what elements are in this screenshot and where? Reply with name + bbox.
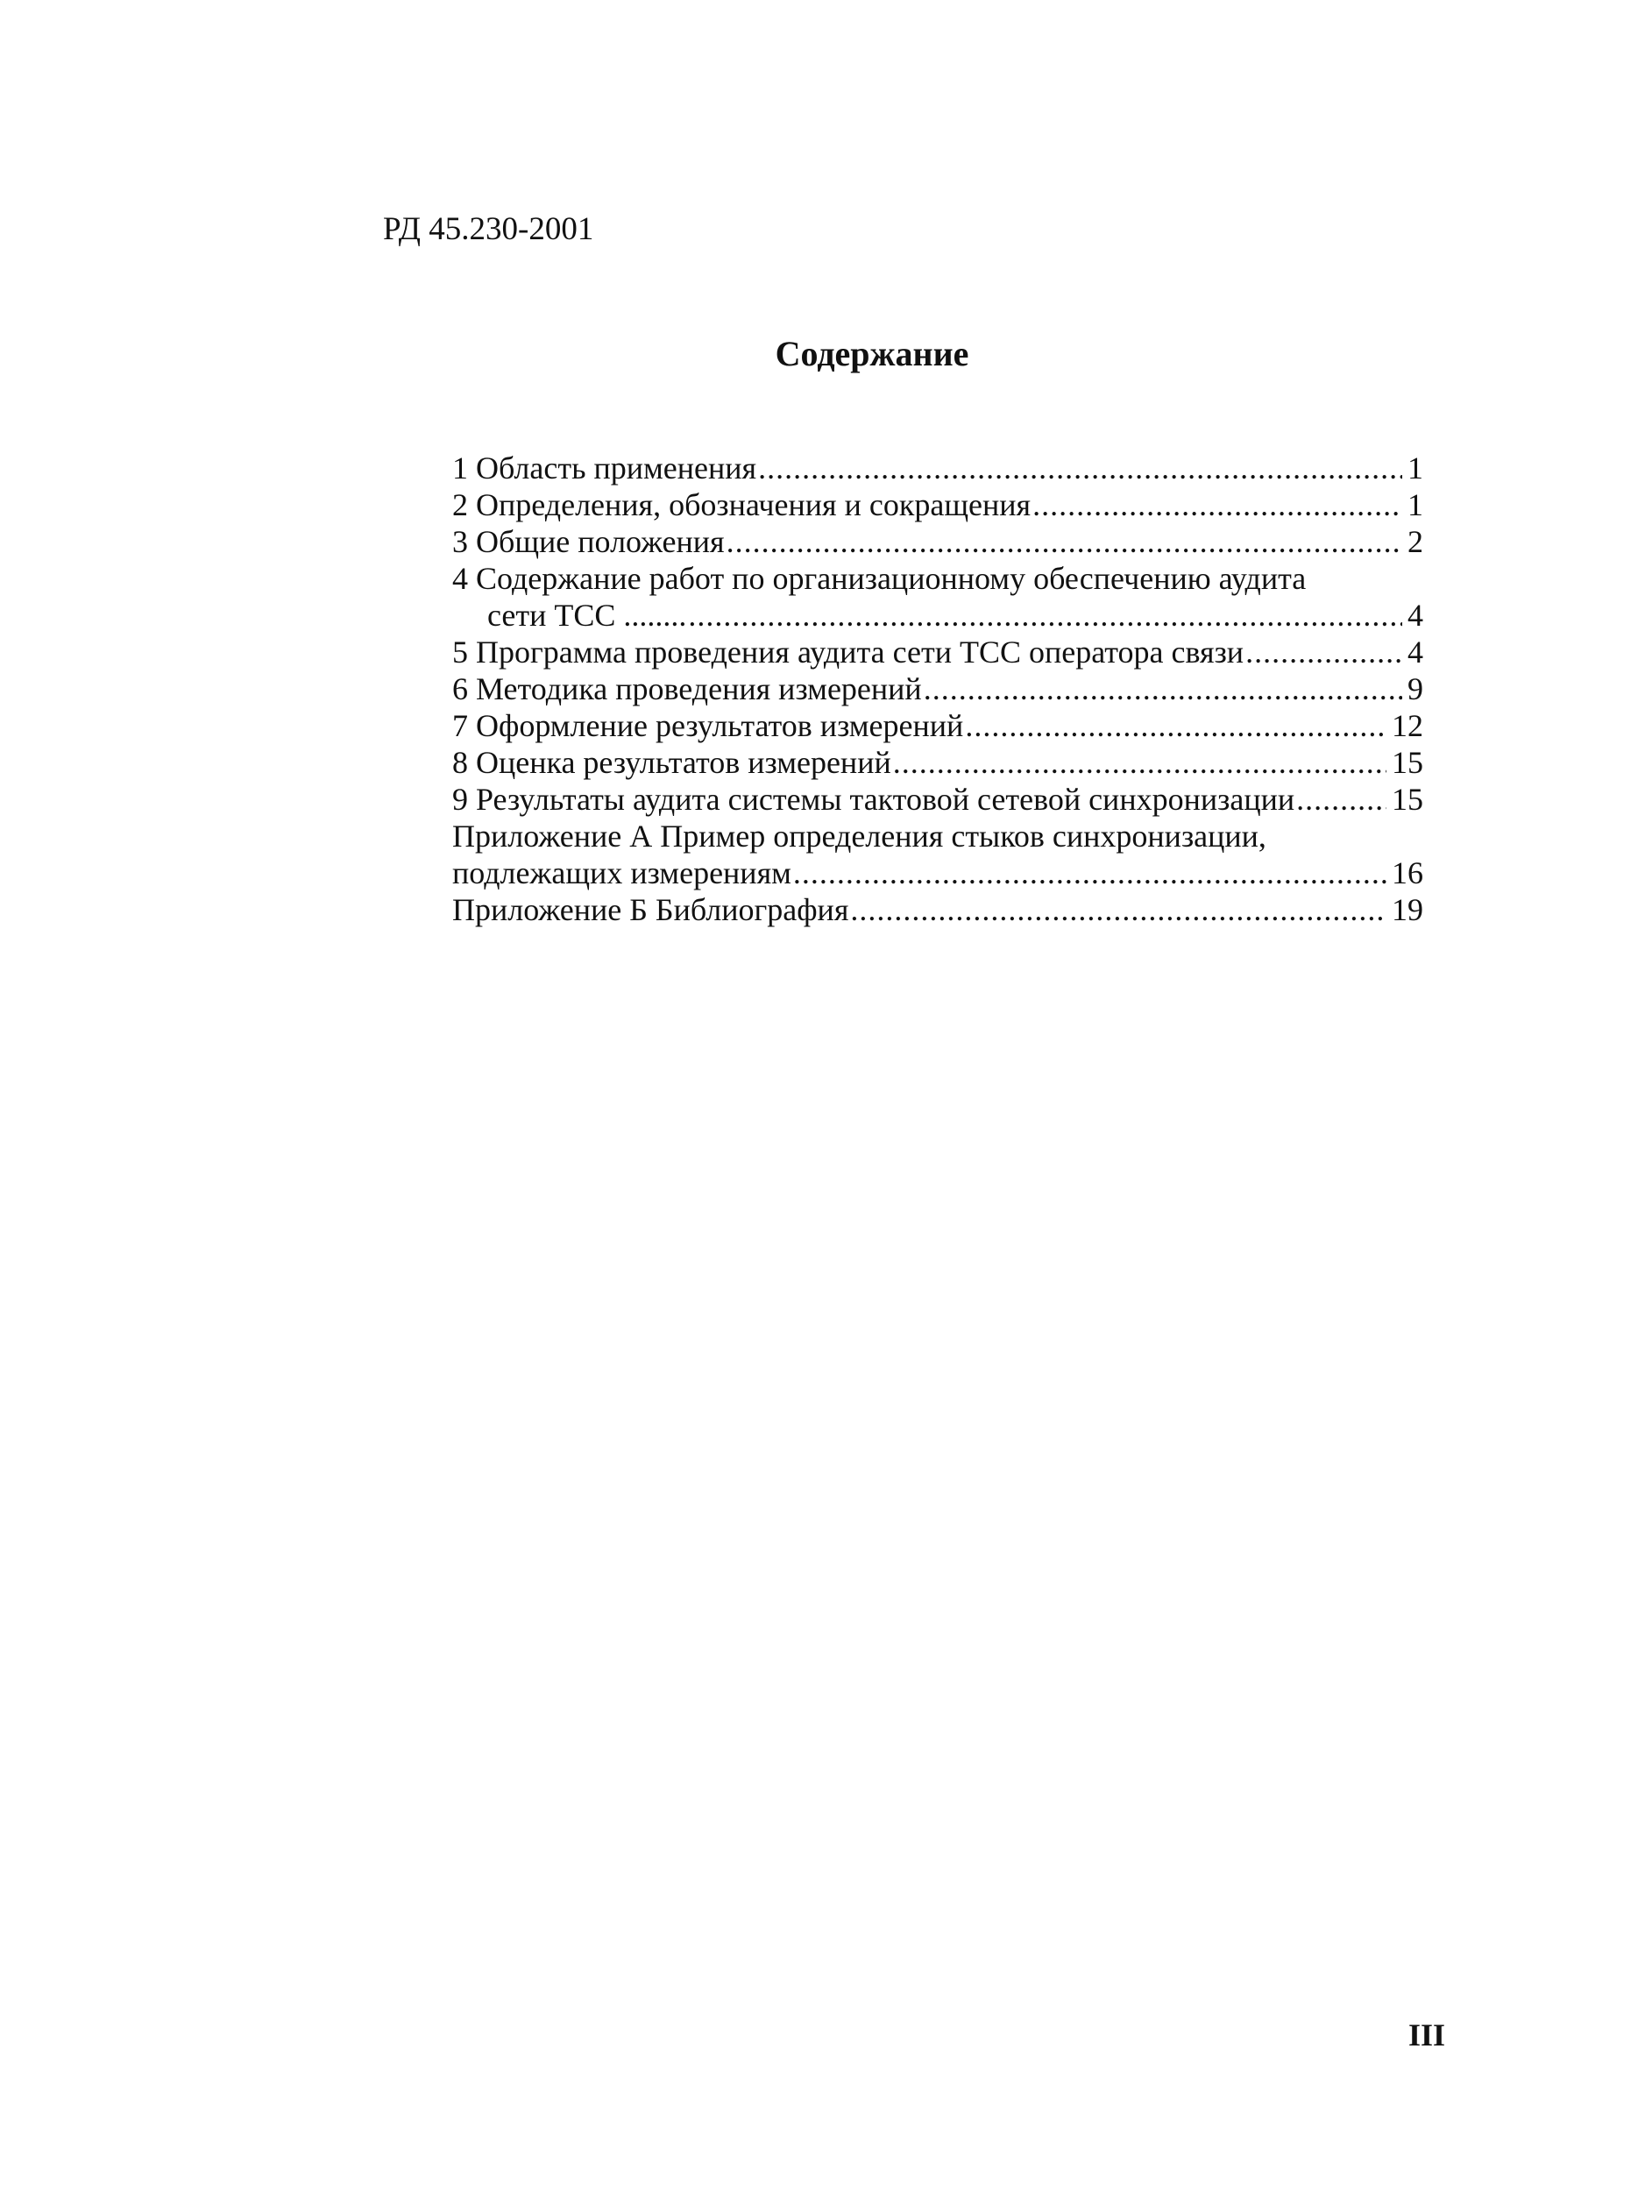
toc-entry-title-continuation: подлежащих измерениям bbox=[452, 855, 791, 890]
toc-entry-title-continuation: сети ТСС ........ bbox=[487, 598, 687, 633]
toc-dot-leader bbox=[758, 450, 1402, 486]
toc-entry-title: 7 Оформление результатов измерений bbox=[452, 708, 964, 743]
toc-entry-page: 19 bbox=[1392, 892, 1423, 927]
toc-entry bbox=[452, 670, 1423, 707]
toc-entry-page: 16 bbox=[1392, 855, 1423, 890]
toc-entry-page: 4 bbox=[1407, 635, 1423, 670]
toc-dot-leader bbox=[850, 891, 1386, 928]
toc-entry-title: 5 Программа проведения аудита сети ТСС оператора связи bbox=[452, 635, 1244, 670]
toc-entry bbox=[452, 891, 1423, 928]
toc-dot-leader bbox=[727, 523, 1402, 560]
toc-dot-leader bbox=[1296, 781, 1386, 818]
toc-entry-title: 9 Результаты аудита системы тактовой сетевой синхронизации bbox=[452, 782, 1295, 817]
toc-entry bbox=[452, 781, 1423, 818]
toc-entry-title: Приложение А Пример определения стыков синхронизации, bbox=[452, 819, 1266, 854]
toc-entry-title: 6 Методика проведения измерений bbox=[452, 671, 922, 706]
toc-entry bbox=[452, 523, 1423, 560]
toc-dot-leader bbox=[1245, 634, 1402, 670]
toc-entry-title: 1 Область применения bbox=[452, 450, 757, 486]
toc-entry-title: 4 Содержание работ по организационному обеспечению аудита bbox=[452, 561, 1307, 596]
toc-dot-leader bbox=[688, 597, 1402, 634]
toc-entry bbox=[452, 707, 1423, 744]
document-code: РД 45.230-2001 bbox=[383, 211, 594, 247]
toc-dot-leader bbox=[924, 670, 1402, 707]
toc-entry-title: 2 Определения, обозначения и сокращения bbox=[452, 487, 1032, 522]
toc-entry-page: 15 bbox=[1392, 745, 1423, 780]
toc-title: Содержание bbox=[775, 334, 969, 373]
toc-entry-title: Приложение Б Библиография bbox=[452, 892, 849, 927]
toc-entry-page: 1 bbox=[1407, 487, 1423, 522]
page-number: III bbox=[1408, 2017, 1446, 2052]
toc-entry-page: 4 bbox=[1407, 598, 1423, 633]
table-of-contents bbox=[452, 450, 1423, 928]
toc-dot-leader bbox=[793, 854, 1386, 891]
toc-entry bbox=[452, 486, 1423, 523]
toc-entry-page: 1 bbox=[1407, 450, 1423, 486]
toc-entry-title: 3 Общие положения bbox=[452, 524, 725, 559]
toc-entry bbox=[452, 634, 1423, 670]
toc-dot-leader bbox=[1032, 486, 1402, 523]
toc-entry-page: 15 bbox=[1392, 782, 1423, 817]
toc-entry-page: 9 bbox=[1407, 671, 1423, 706]
toc-entry-title: 8 Оценка результатов измерений bbox=[452, 745, 891, 780]
toc-entry-page: 2 bbox=[1407, 524, 1423, 559]
toc-dot-leader bbox=[893, 744, 1386, 781]
toc-entry-page: 12 bbox=[1392, 708, 1423, 743]
toc-dot-leader bbox=[965, 707, 1386, 744]
toc-entry bbox=[452, 450, 1423, 486]
toc-entry bbox=[452, 560, 1423, 634]
toc-entry bbox=[452, 818, 1423, 891]
toc-entry bbox=[452, 744, 1423, 781]
